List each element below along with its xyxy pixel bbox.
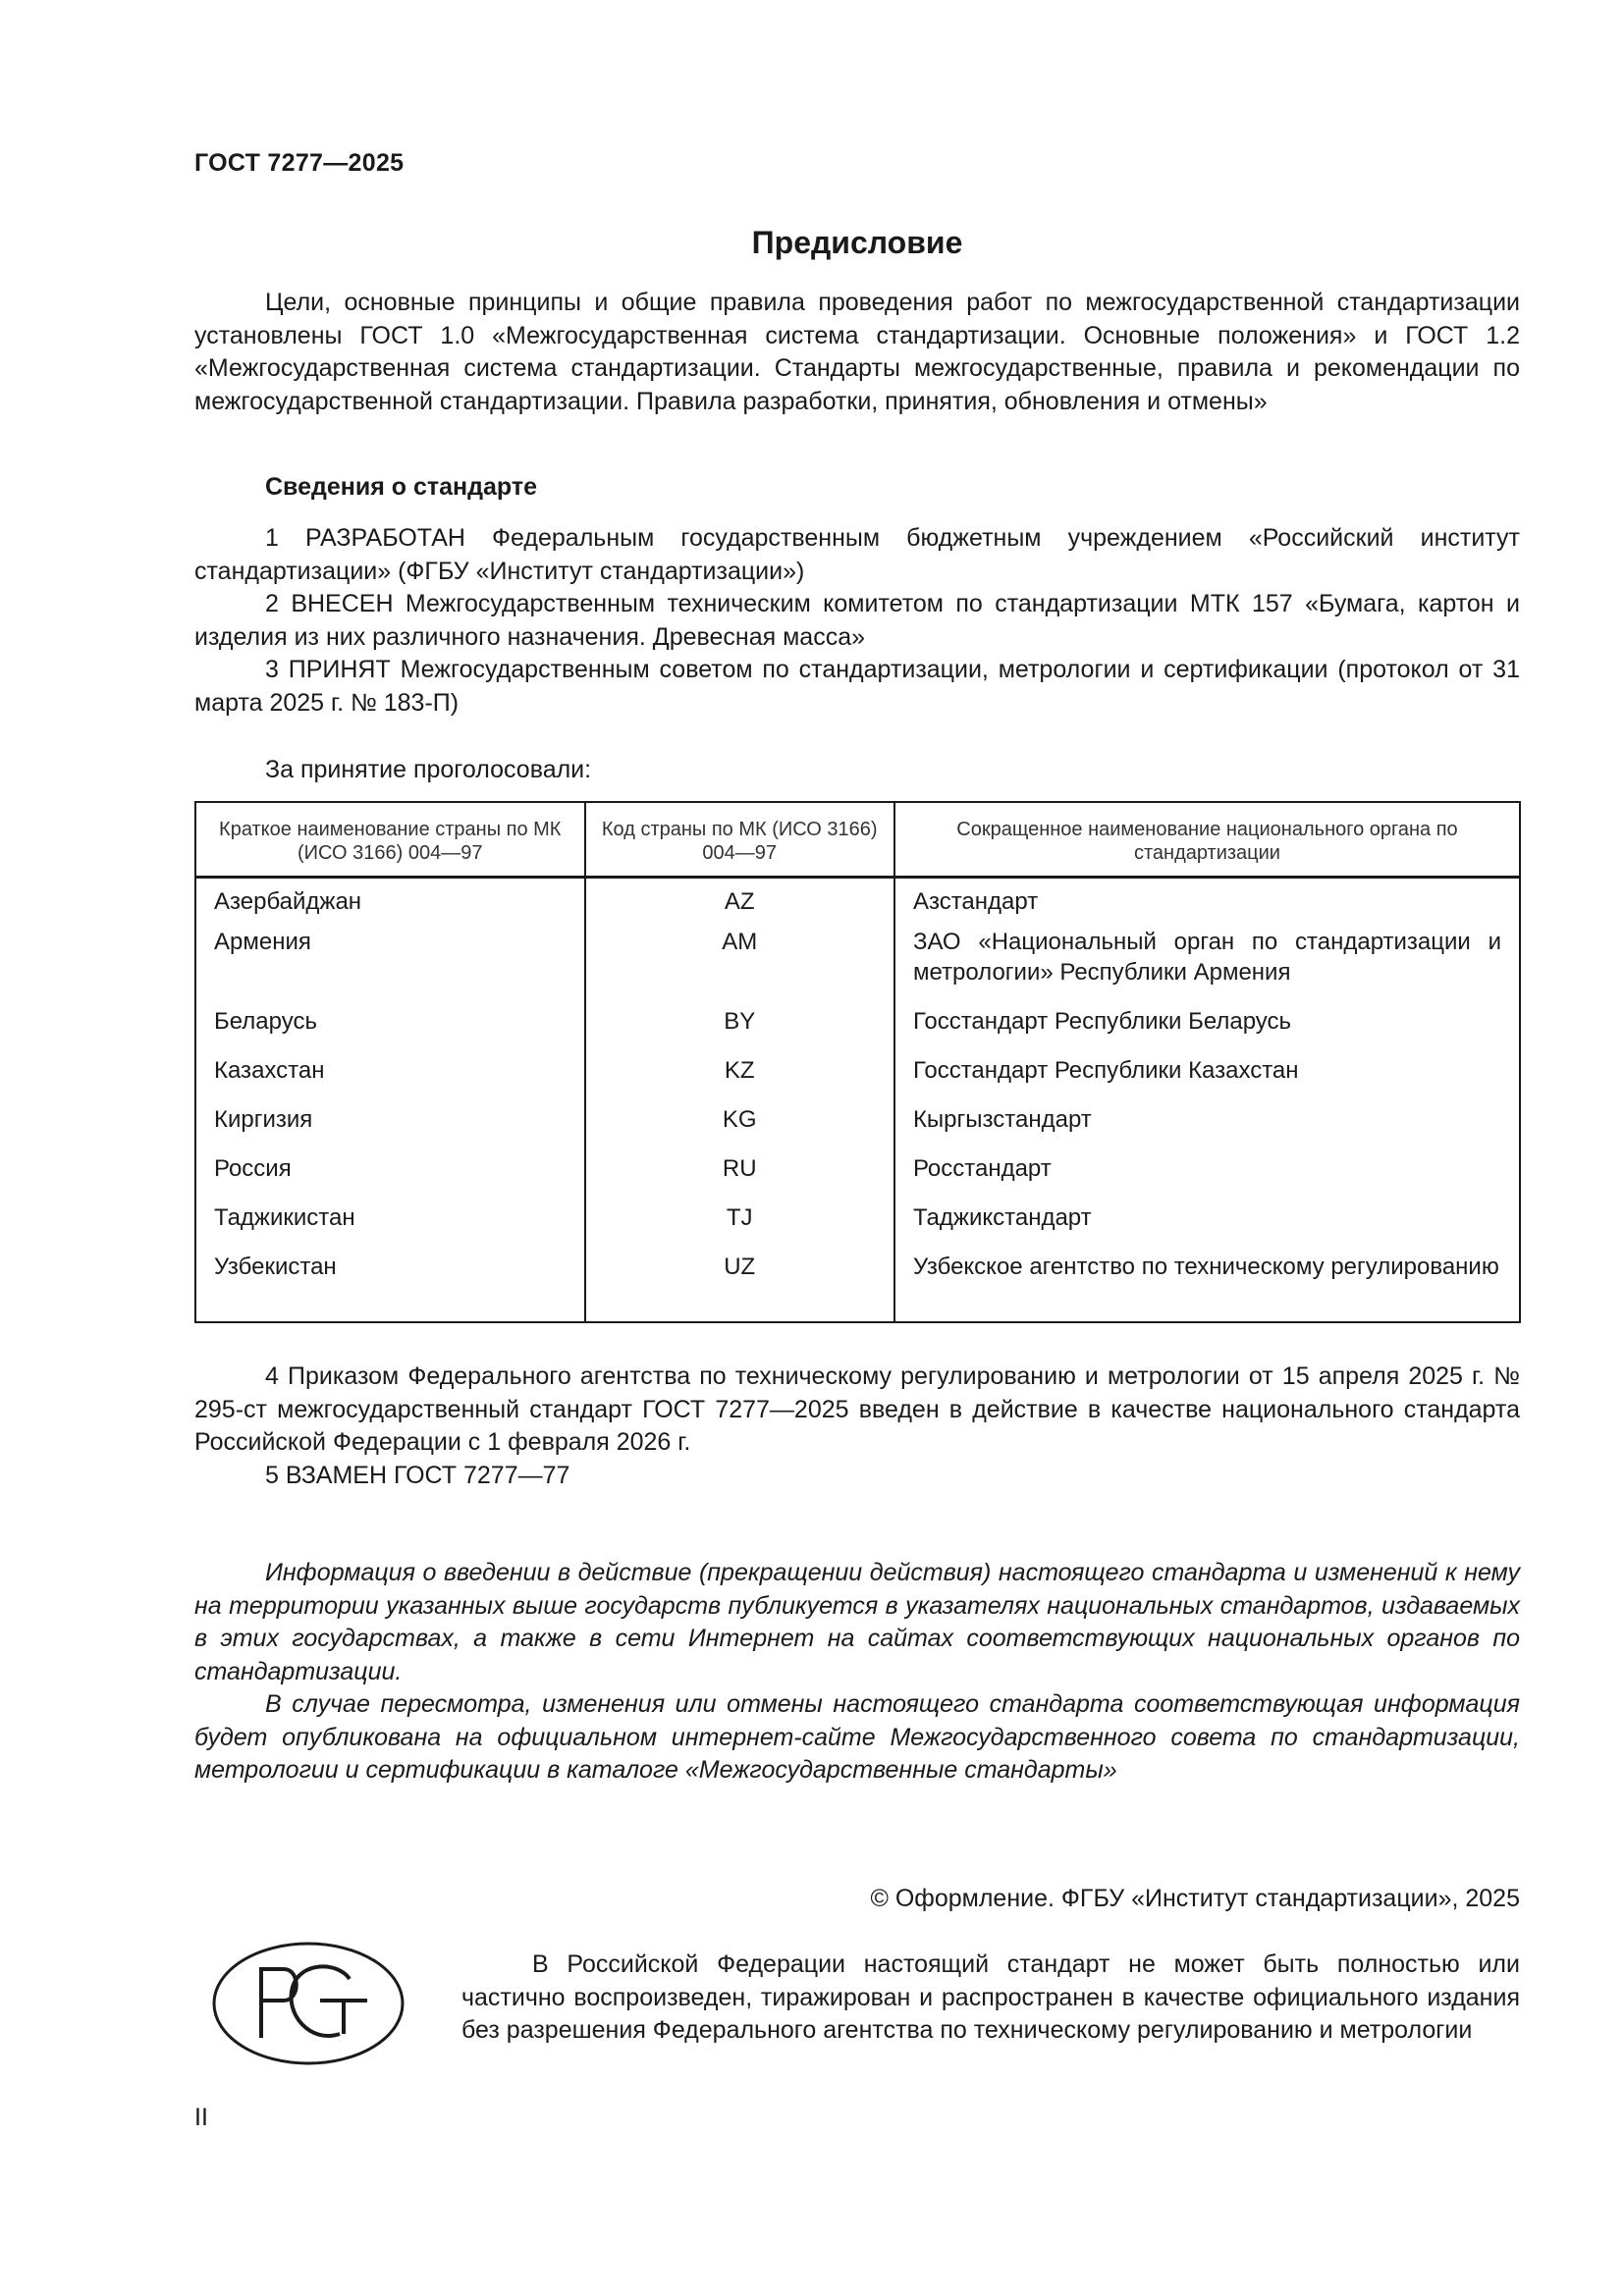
table-header-row — [195, 802, 1520, 878]
country-cell: Армения — [195, 927, 585, 1006]
item-4-enacted: 4 Приказом Федерального агентства по техническому регулированию и метрологии от 15 апреля 2025 г. № 295-ст межгосударственный стандарт ГОСТ 7277—2025 введен в действие в качестве национального стандарта Российской Федерации с 1 февраля 2026 г. — [194, 1362, 1520, 1456]
country-cell: Казахстан — [195, 1055, 585, 1104]
org-cell: Росстандарт — [894, 1153, 1520, 1202]
header-code: Код страны по МК (ИСО 3166) 004—97 — [585, 802, 894, 878]
country-cell: Узбекистан — [195, 1252, 585, 1322]
org-cell: Узбекское агентство по техническому регулированию — [894, 1252, 1520, 1322]
item-3-adopted: 3 ПРИНЯТ Межгосударственным советом по стандартизации, метрологии и сертификации (протокол от 31 марта 2025 г. № 183-П) — [194, 656, 1520, 717]
votes-label: За принятие проголосовали: — [265, 756, 592, 783]
copyright-line: © Оформление. ФГБУ «Институт стандартизации», 2025 — [870, 1885, 1520, 1912]
code-cell: KG — [585, 1104, 894, 1153]
table-row — [195, 1252, 1520, 1322]
voting-table — [194, 801, 1521, 1323]
table-row — [195, 1202, 1520, 1252]
rst-logo-icon — [210, 1940, 406, 2067]
intro-paragraph: Цели, основные принципы и общие правила проведения работ по межгосударственной стандартизации установлены ГОСТ 1.0 «Межгосударственная система стандартизации. Основные положения» и ГОСТ 1.2 «Межгосударственная система стандартизации. Стандарты межгосударственные, правила и рекомендации по межгосударственной стандартизации. Правила разработки, принятия, обновления и отмены» — [194, 289, 1520, 415]
table-row — [195, 1055, 1520, 1104]
item-1-developed: 1 РАЗРАБОТАН Федеральным государственным бюджетным учреждением «Российский институт стандартизации» (ФГБУ «Институт стандартизации») — [194, 524, 1520, 585]
item-5-replaces: 5 ВЗАМЕН ГОСТ 7277—77 — [265, 1462, 570, 1489]
code-cell: RU — [585, 1153, 894, 1202]
country-cell: Россия — [195, 1153, 585, 1202]
country-cell: Киргизия — [195, 1104, 585, 1153]
country-cell: Азербайджан — [195, 878, 585, 927]
org-cell: Госстандарт Республики Беларусь — [894, 1006, 1520, 1055]
code-cell: TJ — [585, 1202, 894, 1252]
code-cell: BY — [585, 1006, 894, 1055]
item-2-submitted: 2 ВНЕСЕН Межгосударственным техническим комитетом по стандартизации МТК 157 «Бумага, картон и изделия из них различного назначения. Древесная масса» — [194, 590, 1520, 651]
table-row — [195, 878, 1520, 927]
header-country: Краткое наименование страны по МК (ИСО 3166) 004—97 — [195, 802, 585, 878]
header-org: Сокращенное наименование национального органа по стандартизации — [894, 802, 1520, 878]
table-row — [195, 1153, 1520, 1202]
org-cell: Госстандарт Республики Казахстан — [894, 1055, 1520, 1104]
org-cell: Азстандарт — [894, 878, 1520, 927]
country-cell: Таджикистан — [195, 1202, 585, 1252]
italic-note-publication: Информация о введении в действие (прекращении действия) настоящего стандарта и изменений к нему на территории указанных выше государств публикуется в указателях национальных стандартов, издаваемых в этих государствах, а также в сети Интернет на сайтах соответствующих национальных органов по стандартизации. — [194, 1559, 1520, 1685]
country-cell: Беларусь — [195, 1006, 585, 1055]
italic-note-revision: В случае пересмотра, изменения или отмены настоящего стандарта соответствующая информация будет опубликована на официальном интернет-сайте Межгосударственного совета по стандартизации, метрологии и сертификации в каталоге «Межгосударственные стандарты» — [194, 1690, 1520, 1784]
info-heading: Сведения о стандарте — [265, 473, 538, 501]
code-cell: AZ — [585, 878, 894, 927]
reproduction-notice: В Российской Федерации настоящий стандарт не может быть полностью или частично воспроизведен, тиражирован и распространен в качестве официального издания без разрешения Федерального агентства по техническому регулированию и метрологии — [461, 1950, 1520, 2044]
code-cell: KZ — [585, 1055, 894, 1104]
org-cell: Таджикстандарт — [894, 1202, 1520, 1252]
org-cell: Кыргызстандарт — [894, 1104, 1520, 1153]
table-row — [195, 1006, 1520, 1055]
code-cell: AM — [585, 927, 894, 1006]
table-row — [195, 1104, 1520, 1153]
code-cell: UZ — [585, 1252, 894, 1322]
document-id: ГОСТ 7277—2025 — [194, 149, 405, 177]
org-cell: ЗАО «Национальный орган по стандартизации и метрологии» Республики Армения — [894, 927, 1520, 1006]
section-title: Предисловие — [751, 225, 963, 260]
table-row — [195, 927, 1520, 1006]
page-number: II — [194, 2104, 208, 2131]
